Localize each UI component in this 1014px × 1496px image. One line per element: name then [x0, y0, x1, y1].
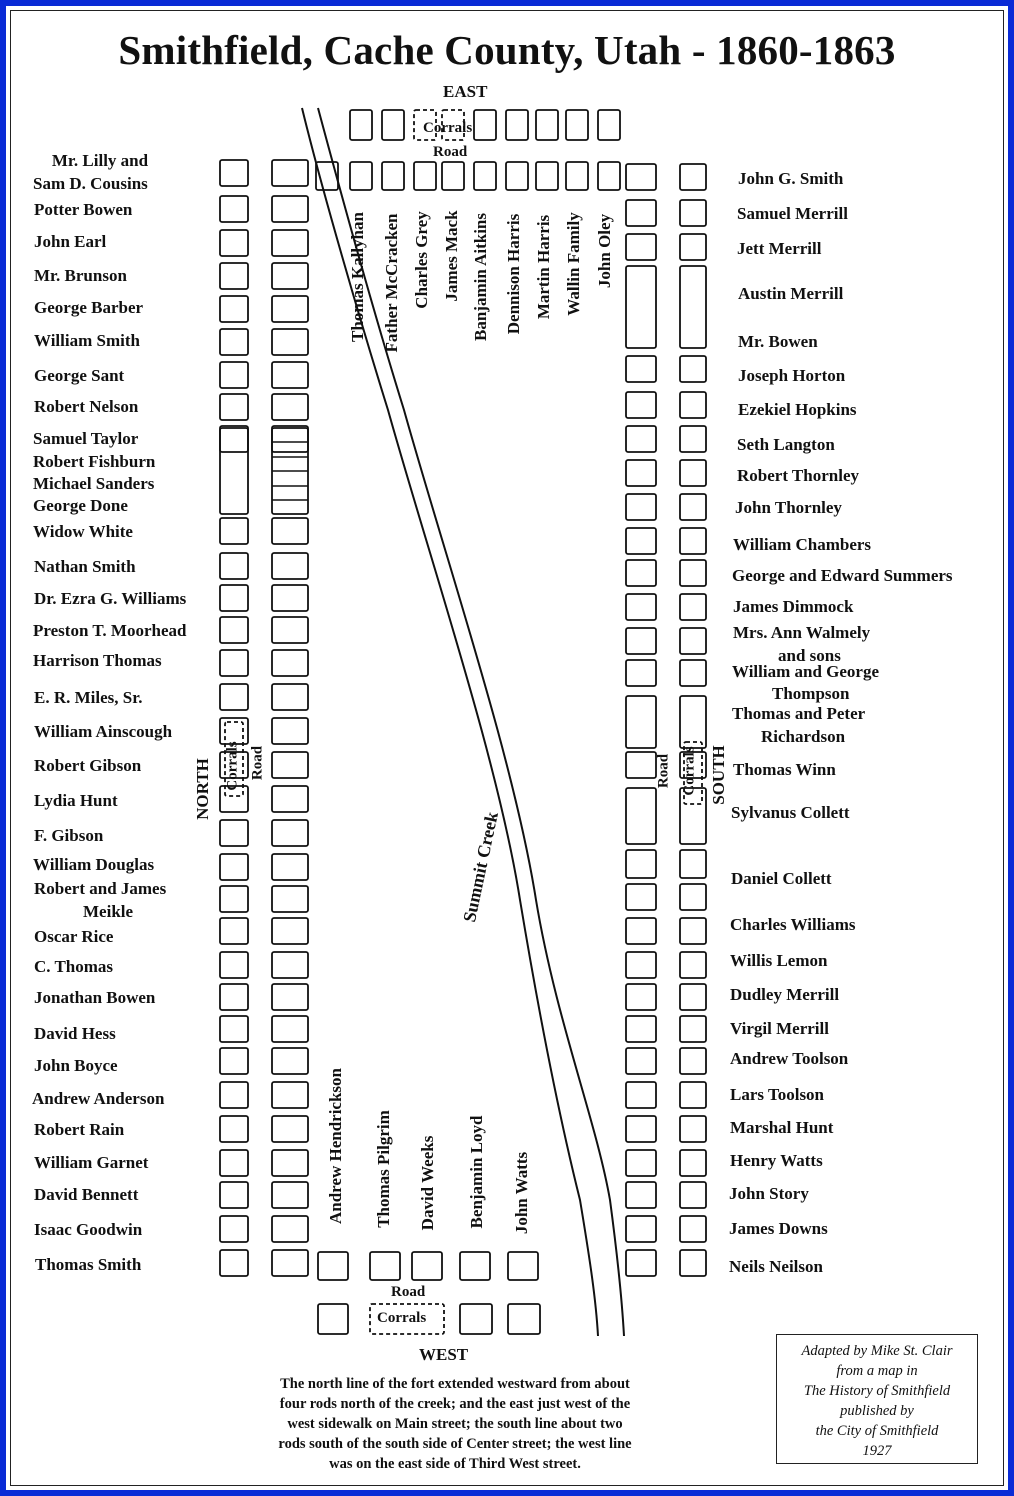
lot-south-a: [626, 1250, 656, 1276]
lot-south-b: [680, 200, 706, 226]
lot-north-b: [272, 585, 308, 611]
east-resident: John Oley: [595, 213, 614, 289]
road-top-label: Road: [433, 144, 468, 160]
lot-east-inner: [566, 162, 588, 190]
north-resident: Michael Sanders: [33, 474, 155, 493]
lot-south-a: [626, 356, 656, 382]
lot-west-inner: [370, 1252, 400, 1280]
lot-north-a-tall: [220, 428, 248, 514]
lot-north-b: [272, 196, 308, 222]
north-resident: C. Thomas: [34, 957, 114, 976]
lot-north-a: [220, 854, 248, 880]
lot-south-a: [626, 628, 656, 654]
south-resident: John Thornley: [735, 498, 842, 517]
lot-east-inner: [442, 162, 464, 190]
lot-north-b: [272, 684, 308, 710]
east-resident: Martin Harris: [534, 214, 553, 320]
lot-south-a: [626, 460, 656, 486]
lot-south-a: [626, 984, 656, 1010]
east-resident: Father McCracken: [382, 213, 401, 353]
lot-south-b: [680, 952, 706, 978]
west-resident: Thomas Pilgrim: [374, 1110, 393, 1228]
lot-south-b: [680, 984, 706, 1010]
lot-north-b: [272, 918, 308, 944]
lot-north-a: [220, 886, 248, 912]
lot-south-b: [680, 1216, 706, 1242]
north-resident: George Sant: [34, 366, 125, 385]
east-label: EAST: [443, 82, 488, 101]
south-resident: Samuel Merrill: [737, 204, 848, 223]
lot-south-a: [626, 494, 656, 520]
lot-north-a: [220, 1216, 248, 1242]
lot-south-b: [680, 1182, 706, 1208]
north-resident: Lydia Hunt: [34, 791, 118, 810]
lot-east-outer: [474, 110, 496, 140]
lot-east-inner: [382, 162, 404, 190]
north-resident: Mr. Lilly and: [51, 151, 149, 170]
lot-south-b: [680, 660, 706, 686]
lot-east-outer: [598, 110, 620, 140]
lot-north-b: [272, 1016, 308, 1042]
south-resident: Thomas and Peter: [732, 704, 866, 723]
corrals-south-label: Corrals: [681, 746, 698, 796]
lot-south-b: [680, 594, 706, 620]
road-bottom-label: Road: [391, 1284, 426, 1300]
south-resident: Seth Langton: [737, 435, 835, 454]
lot-east-outer: [506, 110, 528, 140]
south-resident: Austin Merrill: [738, 284, 844, 303]
north-resident: Jonathan Bowen: [34, 988, 156, 1007]
lot-north-a: [220, 650, 248, 676]
north-resident: William Garnet: [34, 1153, 149, 1172]
lot-north-b: [272, 650, 308, 676]
lot-east-inner: [350, 162, 372, 190]
lot-south-b-tall: [680, 696, 706, 748]
lot-north-b: [272, 718, 308, 744]
lot-north-b: [272, 329, 308, 355]
south-resident: Willis Lemon: [730, 951, 828, 970]
lot-west-inner: [460, 1252, 490, 1280]
north-resident: Robert Nelson: [34, 397, 139, 416]
lot-north-b: [272, 426, 308, 452]
corrals-north-label: Corrals: [224, 741, 241, 791]
lot-north-b: [272, 952, 308, 978]
lot-south-b: [680, 356, 706, 382]
lot-south-b: [680, 850, 706, 878]
east-resident: James Mack: [442, 210, 461, 302]
lot-west-inner: [508, 1252, 538, 1280]
lot-north-b: [272, 263, 308, 289]
south-resident: Richardson: [761, 727, 846, 746]
west-resident: David Weeks: [418, 1135, 437, 1231]
south-resident: Dudley Merrill: [730, 985, 840, 1004]
south-resident: Jett Merrill: [737, 239, 822, 258]
lot-north-a: [220, 1048, 248, 1074]
north-resident: Harrison Thomas: [33, 651, 162, 670]
north-resident: F. Gibson: [34, 826, 104, 845]
lot-south-a: [626, 1048, 656, 1074]
lot-south-b: [680, 1016, 706, 1042]
south-resident: Robert Thornley: [737, 466, 859, 485]
lot-south-a: [626, 1082, 656, 1108]
credit-line: The History of Smithfield: [803, 1383, 951, 1399]
south-label: SOUTH: [709, 745, 728, 805]
north-resident: David Hess: [34, 1024, 116, 1043]
lot-north-a: [220, 984, 248, 1010]
credit-line: published by: [840, 1403, 914, 1419]
south-resident: Charles Williams: [730, 915, 856, 934]
lot-north-b: [272, 1150, 308, 1176]
lot-east-outer: [536, 110, 558, 140]
lot-south-a: [626, 164, 656, 190]
lot-north-a: [220, 329, 248, 355]
credit-line: the City of Smithfield: [815, 1423, 939, 1439]
north-resident: Robert Gibson: [34, 756, 142, 775]
lot-south-a: [626, 594, 656, 620]
north-resident: John Earl: [34, 232, 107, 251]
lot-north-a: [220, 952, 248, 978]
east-resident: Wallin Family: [564, 212, 583, 316]
lot-north-a: [220, 394, 248, 420]
south-resident: William and George: [732, 662, 880, 681]
lot-south-a: [626, 234, 656, 260]
lot-north-b: [272, 394, 308, 420]
footnote-line: rods south of the south side of Center street; the west line: [278, 1436, 632, 1452]
west-resident: John Watts: [512, 1151, 531, 1235]
lot-south-a: [626, 884, 656, 910]
footnote-line: west sidewalk on Main street; the south line about two: [287, 1416, 623, 1432]
credit-line: Adapted by Mike St. Clair: [801, 1343, 953, 1359]
lot-east-inner: [536, 162, 558, 190]
north-resident: David Bennett: [34, 1185, 139, 1204]
lot-south-a: [626, 952, 656, 978]
lot-south-a: [626, 392, 656, 418]
lot-north-b: [272, 296, 308, 322]
credit-box: [776, 1334, 978, 1464]
north-resident: Robert Rain: [34, 1120, 125, 1139]
lot-north-b: [272, 1250, 308, 1276]
lot-north-b: [272, 1082, 308, 1108]
lot-west-outer: [460, 1304, 492, 1334]
corrals-top-label: Corrals: [423, 120, 473, 136]
south-resident: Mr. Bowen: [738, 332, 818, 351]
footnote-line: four rods north of the creek; and the east just west of the: [279, 1396, 631, 1412]
west-resident: Andrew Hendrickson: [326, 1067, 345, 1225]
south-resident: Andrew Toolson: [730, 1049, 849, 1068]
north-resident: Meikle: [83, 902, 134, 921]
south-resident: Daniel Collett: [731, 869, 832, 888]
lot-east-outer: [350, 110, 372, 140]
north-resident: Andrew Anderson: [32, 1089, 165, 1108]
footnote: [230, 1374, 680, 1474]
lot-north-b: [272, 1182, 308, 1208]
lot-south-b-tall: [680, 266, 706, 348]
lot-north-b: [272, 617, 308, 643]
lot-south-b: [680, 1116, 706, 1142]
lot-north-a: [220, 518, 248, 544]
north-resident: Robert and James: [34, 879, 167, 898]
north-resident: Potter Bowen: [34, 200, 133, 219]
north-resident: John Boyce: [34, 1056, 118, 1075]
footnote-line: was on the east side of Third West street.: [329, 1456, 581, 1472]
north-resident: Widow White: [33, 522, 133, 541]
lot-south-a: [626, 850, 656, 878]
west-label: WEST: [419, 1345, 469, 1364]
lot-north-b: [272, 752, 308, 778]
north-resident: William Ainscough: [34, 722, 173, 741]
lot-south-b: [680, 884, 706, 910]
lot-east-inner: [474, 162, 496, 190]
lot-north-b: [272, 820, 308, 846]
south-resident: John Story: [729, 1184, 809, 1203]
east-resident: Banjamin Aitkins: [471, 212, 490, 342]
lot-south-a: [626, 200, 656, 226]
north-resident: William Douglas: [33, 855, 155, 874]
lot-north-a: [220, 230, 248, 256]
south-resident: Neils Neilson: [729, 1257, 823, 1276]
lot-south-b: [680, 494, 706, 520]
south-resident: John G. Smith: [738, 169, 844, 188]
lot-north-a: [220, 918, 248, 944]
north-resident: William Smith: [34, 331, 140, 350]
lot-south-a: [626, 1016, 656, 1042]
credit-line: 1927: [862, 1443, 892, 1459]
lot-west-outer: [508, 1304, 540, 1334]
north-resident: Dr. Ezra G. Williams: [34, 589, 187, 608]
lot-north-a: [220, 684, 248, 710]
south-resident: Thompson: [772, 684, 850, 703]
north-resident: E. R. Miles, Sr.: [34, 688, 143, 707]
south-resident: Joseph Horton: [738, 366, 846, 385]
lot-south-a: [626, 1150, 656, 1176]
lot-south-b: [680, 1082, 706, 1108]
east-resident: Thomas Kallyhan: [348, 212, 367, 342]
lot-north-b: [272, 1116, 308, 1142]
lot-north-a: [220, 196, 248, 222]
north-resident: Mr. Brunson: [34, 266, 127, 285]
lot-south-b: [680, 628, 706, 654]
lot-east-outer: [566, 110, 588, 140]
east-resident: Dennison Harris: [504, 213, 523, 335]
lot-south-a-tall: [626, 266, 656, 348]
east-resident: Charles Grey: [412, 211, 431, 309]
north-resident: Samuel Taylor: [33, 429, 139, 448]
south-resident: Virgil Merrill: [730, 1019, 829, 1038]
lot-south-a-tall: [626, 788, 656, 844]
lot-south-b: [680, 918, 706, 944]
south-resident: William Chambers: [733, 535, 872, 554]
south-resident: George and Edward Summers: [732, 566, 953, 585]
lot-south-a: [626, 660, 656, 686]
lot-north-a: [220, 585, 248, 611]
lot-north-a: [220, 1182, 248, 1208]
lot-south-b: [680, 1150, 706, 1176]
lot-south-a: [626, 528, 656, 554]
lot-north-a: [220, 1116, 248, 1142]
north-resident: Thomas Smith: [35, 1255, 142, 1274]
lot-north-b: [272, 1048, 308, 1074]
lot-north-b: [272, 1216, 308, 1242]
lot-north-a: [220, 1250, 248, 1276]
south-resident: James Downs: [729, 1219, 828, 1238]
lot-west-inner: [318, 1252, 348, 1280]
north-resident: Nathan Smith: [34, 557, 136, 576]
credit-line: from a map in: [836, 1363, 918, 1379]
corrals-bottom-label: Corrals: [377, 1310, 427, 1326]
lot-south-b: [680, 460, 706, 486]
lot-east-inner: [506, 162, 528, 190]
road-north-label: Road: [249, 745, 266, 781]
north-resident: George Done: [33, 496, 128, 515]
lot-south-b: [680, 426, 706, 452]
north-resident: Oscar Rice: [34, 927, 114, 946]
north-resident: Preston T. Moorhead: [33, 621, 187, 640]
west-resident: Benjamin Loyd: [467, 1115, 486, 1229]
lot-north-b: [272, 886, 308, 912]
lot-north-a: [220, 553, 248, 579]
south-resident: Sylvanus Collett: [731, 803, 850, 822]
lot-south-a: [626, 426, 656, 452]
lot-north-b: [272, 230, 308, 256]
footnote-line: The north line of the fort extended westward from about: [280, 1376, 630, 1392]
south-resident: Henry Watts: [730, 1151, 823, 1170]
lot-south-a: [626, 1116, 656, 1142]
lot-south-a: [626, 752, 656, 778]
lot-north-a: [220, 296, 248, 322]
south-resident: Marshal Hunt: [730, 1118, 834, 1137]
lot-south-a: [626, 1182, 656, 1208]
north-resident: Isaac Goodwin: [34, 1220, 143, 1239]
lot-south-b: [680, 234, 706, 260]
lot-north-b: [272, 984, 308, 1010]
lot-south-a-tall: [626, 696, 656, 748]
lot-north-a: [220, 263, 248, 289]
lot-west-inner: [412, 1252, 442, 1280]
road-south-label: Road: [655, 753, 672, 789]
lot-north-a: [220, 362, 248, 388]
north-resident: Sam D. Cousins: [33, 174, 148, 193]
lot-south-a: [626, 560, 656, 586]
south-resident: Mrs. Ann Walmely: [733, 623, 871, 642]
lot-south-b: [680, 1048, 706, 1074]
lot-north-b: [272, 518, 308, 544]
lot-south-b: [680, 1250, 706, 1276]
south-resident: James Dimmock: [733, 597, 854, 616]
south-resident: and sons: [778, 646, 841, 665]
lot-north-a: [220, 617, 248, 643]
lot-south-b: [680, 392, 706, 418]
lot-north-a: [220, 426, 248, 452]
lot-north-b: [272, 553, 308, 579]
lot-north-b: [272, 854, 308, 880]
north-resident: George Barber: [34, 298, 144, 317]
lot-south-a: [626, 918, 656, 944]
south-resident: Thomas Winn: [733, 760, 836, 779]
lot-north-b: [272, 160, 308, 186]
creek-label: Summit Creek: [459, 809, 502, 924]
lot-south-a: [626, 1216, 656, 1242]
lot-north-a: [220, 160, 248, 186]
lot-north-a: [220, 820, 248, 846]
lot-north-a: [220, 1082, 248, 1108]
lot-east-outer: [382, 110, 404, 140]
lot-north-b: [272, 362, 308, 388]
lot-south-b: [680, 528, 706, 554]
lot-east-inner: [598, 162, 620, 190]
north-label: NORTH: [193, 758, 212, 820]
map-title: Smithfield, Cache County, Utah - 1860-1863: [118, 27, 896, 73]
lot-south-b: [680, 164, 706, 190]
lot-west-outer: [318, 1304, 348, 1334]
south-resident: Lars Toolson: [730, 1085, 825, 1104]
lot-north-a: [220, 1150, 248, 1176]
lot-north-b: [272, 786, 308, 812]
lot-south-b: [680, 560, 706, 586]
north-resident: Robert Fishburn: [33, 452, 156, 471]
lot-north-a: [220, 1016, 248, 1042]
south-resident: Ezekiel Hopkins: [738, 400, 857, 419]
lot-east-inner: [414, 162, 436, 190]
